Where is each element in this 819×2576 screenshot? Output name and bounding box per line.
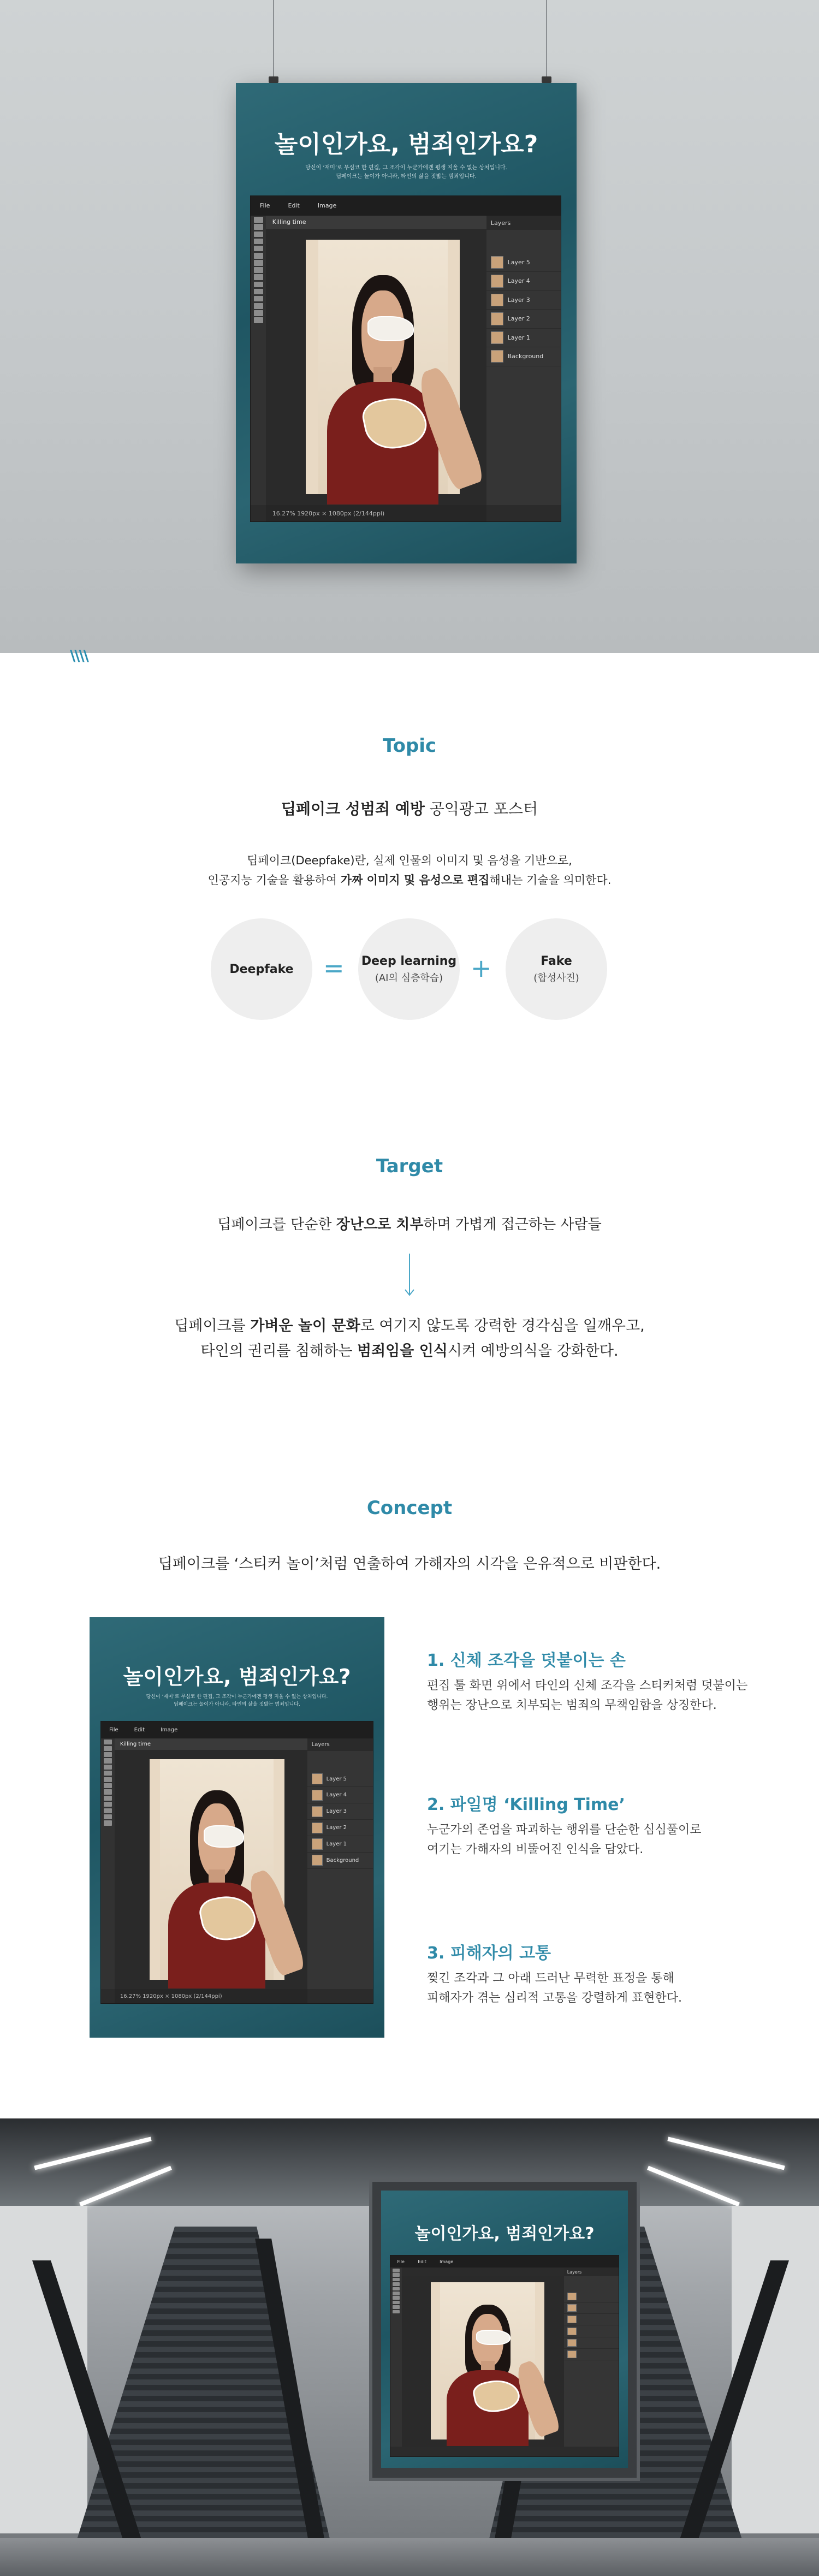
poster-photo xyxy=(150,1759,285,1980)
ps-layer: Background xyxy=(326,1857,359,1863)
hero-mockup xyxy=(0,0,819,653)
ps-layer: Layer 2 xyxy=(326,1825,347,1831)
target-goal-1-bold: 가벼운 놀이 문화 xyxy=(250,1317,360,1334)
concept-item-1-body xyxy=(427,1676,776,1716)
poster-subtitle-2: 딥페이크는 놀이가 아니라, 타인의 삶을 짓밟는 범죄입니다. xyxy=(174,1702,300,1707)
ps-layer: Layer 3 xyxy=(507,296,530,304)
concept-item-2-line-1: 누군가의 존엄을 파괴하는 행위를 단순한 심심풀이로 xyxy=(427,1823,702,1837)
concept-item-3-body xyxy=(427,1969,776,2008)
topic-headline xyxy=(0,797,819,819)
ps-document-tab xyxy=(266,216,486,229)
ps-layer: Layer 1 xyxy=(326,1841,347,1847)
photoshop-window xyxy=(390,2255,619,2457)
poster-title: 놀이인가요, 범죄인가요? xyxy=(274,130,538,158)
hanging-string xyxy=(546,0,547,82)
concept-item-1-line-2: 행위는 장난으로 치부되는 범죄의 무책임함을 상징한다. xyxy=(427,1699,717,1712)
topic-desc-2-pre: 인공지능 기술을 활용하여 xyxy=(207,874,341,887)
target-goal-2-bold: 범죄임을 인식 xyxy=(357,1343,448,1360)
poster-subtitle-1: 당신이 ‘재미’로 무심코 한 편집, 그 조각이 누군가에겐 평생 지울 수 없는 상처입니다. xyxy=(305,165,507,171)
ps-layer: Layer 4 xyxy=(326,1792,347,1799)
poster-photo xyxy=(306,240,460,494)
hanging-string xyxy=(273,0,274,82)
concept-item-2-line-2: 여기는 가해자의 비뚤어진 인식을 담았다. xyxy=(427,1843,644,1856)
ps-menu-edit: Edit xyxy=(134,1726,145,1733)
ps-menubar xyxy=(251,196,561,216)
ps-status-bar: 16.27% 1920px × 1080px (2/144ppi) xyxy=(115,1989,308,2003)
circle-sub: (AI의 심층학습) xyxy=(375,972,443,984)
ps-menu-image: Image xyxy=(160,1726,178,1733)
ps-layer: Layer 1 xyxy=(507,334,530,341)
circle-fake xyxy=(506,918,607,1020)
concept-item-3-line-1: 찢긴 조각과 그 아래 드러난 무력한 표정을 통해 xyxy=(427,1972,674,1985)
poster-photo xyxy=(431,2282,544,2440)
ps-menu-file: File xyxy=(397,2259,405,2264)
photoshop-window xyxy=(100,1721,373,2004)
ps-layer: Layer 3 xyxy=(326,1808,347,1815)
target-goal-2 xyxy=(0,1339,819,1360)
target-line xyxy=(0,1213,819,1233)
target-goal-1-pre: 딥페이크를 xyxy=(174,1317,251,1334)
ps-toolbar xyxy=(251,216,266,505)
concept-item-2-title: 2. 파일명 ‘Killing Time’ xyxy=(427,1795,625,1814)
topic-desc-1: 딥페이크(Deepfake)란, 실제 인물의 이미지 및 음성을 기반으로, xyxy=(247,854,572,867)
topic-headline-bold: 딥페이크 성범죄 예방 xyxy=(281,800,425,818)
circle-sub: (합성사진) xyxy=(533,972,579,984)
ps-layers-title: Layers xyxy=(564,2268,619,2276)
topic-title: Topic xyxy=(382,735,437,757)
ps-canvas xyxy=(266,229,486,506)
poster-title: 놀이인가요, 범죄인가요? xyxy=(414,2224,595,2243)
ps-layer: Layer 2 xyxy=(507,315,530,323)
target-line-bold: 장난으로 치부 xyxy=(336,1216,424,1233)
decorative-chevrons: \\\\ xyxy=(70,646,88,664)
poster-subtitle-1: 당신이 ‘재미’로 무심코 한 편집, 그 조각이 누군가에겐 평생 지울 수 없는 상처입니다. xyxy=(146,1694,328,1700)
poster-hero xyxy=(236,83,577,563)
poster-subtitle-2: 딥페이크는 놀이가 아니라, 타인의 삶을 짓밟는 범죄입니다. xyxy=(336,174,477,180)
concept-item-3-title: 3. 피해자의 고통 xyxy=(427,1944,551,1963)
ps-menu-image: Image xyxy=(317,202,337,210)
circle-main: Fake xyxy=(541,954,572,968)
ps-tab-label: Killing time xyxy=(272,218,306,226)
ps-menu-edit: Edit xyxy=(418,2259,426,2264)
circle-deep-learning xyxy=(358,918,460,1020)
ps-layer: Layer 5 xyxy=(507,258,530,266)
ps-layers-panel xyxy=(486,216,561,505)
photoshop-window xyxy=(250,195,561,522)
plus-sign: + xyxy=(471,953,492,983)
target-line-pre: 딥페이크를 단순한 xyxy=(217,1216,336,1233)
topic-headline-rest: 공익광고 포스터 xyxy=(424,800,538,818)
target-goal-2-post: 시켜 예방의식을 강화한다. xyxy=(447,1343,619,1360)
ps-menu-file: File xyxy=(260,202,270,210)
equals-sign: = xyxy=(323,953,345,983)
binder-clip xyxy=(542,76,551,83)
ps-layer: Layer 5 xyxy=(326,1776,347,1782)
ps-menu-image: Image xyxy=(440,2259,454,2264)
poster-concept xyxy=(90,1617,384,2038)
topic-desc-2 xyxy=(0,871,819,888)
target-goal-1 xyxy=(0,1314,819,1335)
ps-status-bar: 16.27% 1920px × 1080px (2/144ppi) xyxy=(266,505,486,521)
circle-main: Deep learning xyxy=(361,954,457,968)
poster-title: 놀이인가요, 범죄인가요? xyxy=(123,1665,351,1689)
concept-item-3-line-2: 피해자가 겪는 심리적 고통을 강렬하게 표현한다. xyxy=(427,1991,682,2005)
ps-layer: Background xyxy=(507,353,544,360)
target-line-post: 하며 가볍게 접근하는 사람들 xyxy=(423,1216,602,1233)
ps-menu-edit: Edit xyxy=(288,202,300,210)
concept-item-1-title: 1. 신체 조각을 덧붙이는 손 xyxy=(427,1651,626,1670)
topic-desc-2-post: 해내는 기술을 의미한다. xyxy=(489,874,612,887)
circle-main: Deepfake xyxy=(229,962,294,976)
ps-layers-title: Layers xyxy=(486,216,561,230)
target-goal-2-pre: 타인의 권리를 침해하는 xyxy=(200,1343,357,1360)
torn-piece xyxy=(367,316,414,342)
concept-line: 딥페이크를 ‘스티커 놀이’처럼 연출하여 가해자의 시각을 은유적으로 비판한다. xyxy=(158,1556,661,1572)
ps-layer: Layer 4 xyxy=(507,277,530,285)
down-arrow-icon xyxy=(404,1254,415,1297)
target-goal-1-post: 로 여기지 않도록 강력한 경각심을 일깨우고, xyxy=(360,1317,645,1334)
target-title: Target xyxy=(376,1155,443,1177)
ps-layers-title: Layers xyxy=(307,1738,373,1751)
topic-desc-2-bold: 가짜 이미지 및 음성으로 편집 xyxy=(340,874,490,887)
binder-clip xyxy=(269,76,278,83)
poster-subway xyxy=(381,2191,628,2468)
concept-title: Concept xyxy=(366,1497,453,1519)
circle-deepfake xyxy=(211,918,312,1020)
concept-item-2-body xyxy=(427,1820,776,1860)
concept-item-1-line-1: 편집 툴 화면 위에서 타인의 신체 조각을 스티커처럼 덧붙이는 xyxy=(427,1679,748,1693)
floor xyxy=(0,2538,819,2576)
ps-menu-file: File xyxy=(109,1726,118,1733)
ps-tab-label: Killing time xyxy=(120,1741,151,1747)
